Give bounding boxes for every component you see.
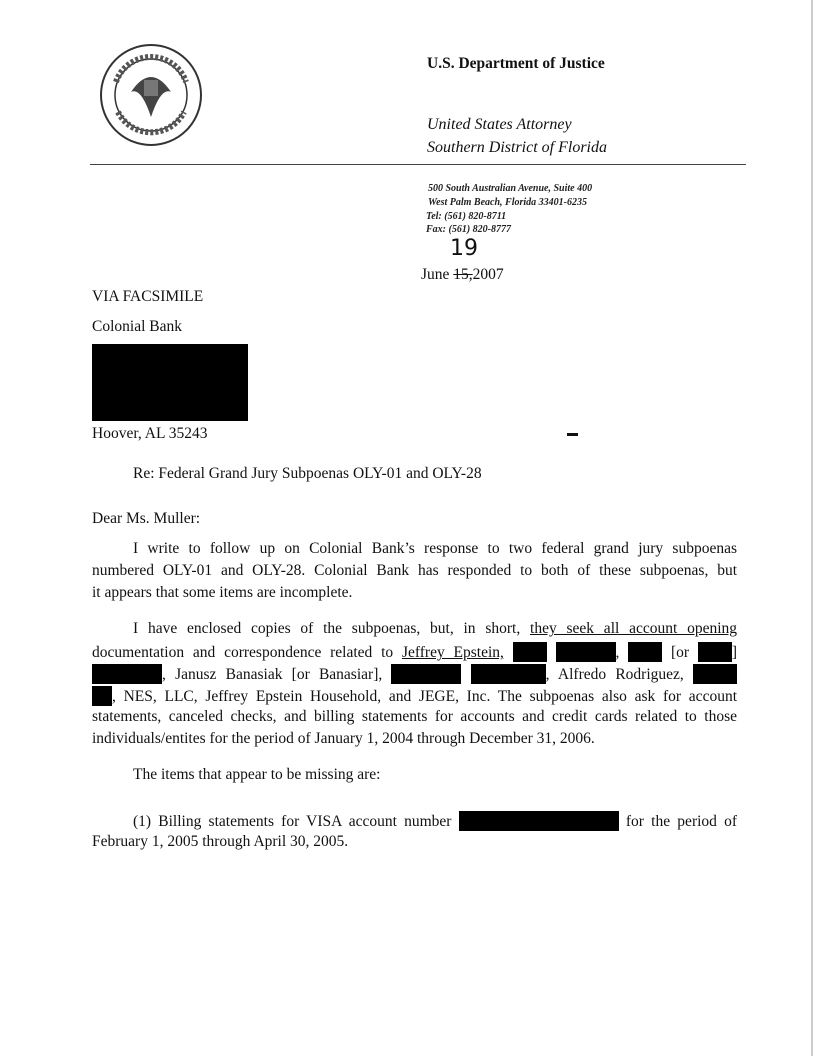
para1-line: I write to follow up on Colonial Bank’s response to two federal grand jury subpoenas — [133, 540, 737, 557]
para2-line — [92, 642, 737, 662]
office-line-2: Southern District of Florida — [427, 139, 607, 156]
item1-line: February 1, 2005 through April 30, 2005. — [92, 833, 349, 850]
text: , Alfredo Rodriguez, — [545, 666, 684, 683]
address-tel: Tel: (561) 820-8711 — [426, 211, 507, 222]
missing-intro: The items that appear to be missing are: — [133, 766, 381, 783]
address-city: West Palm Beach, Florida 33401-6235 — [428, 197, 587, 208]
text: , Janusz Banasiak [or Banasiar], — [162, 666, 383, 683]
item1-line — [133, 811, 737, 831]
text: for the period of — [625, 813, 738, 830]
delivery-method: VIA FACSIMILE — [92, 288, 204, 305]
struck-day: 15, — [453, 266, 473, 283]
text: Jeffrey Epstein, — [401, 644, 504, 661]
redaction — [513, 642, 547, 662]
redaction — [391, 664, 461, 684]
redaction — [698, 642, 732, 662]
para2-line — [92, 664, 737, 684]
redaction — [92, 664, 162, 684]
redaction — [471, 664, 546, 684]
text: they seek all account opening — [530, 620, 738, 637]
para2-line — [92, 686, 737, 706]
text: documentation and correspondence related to — [92, 644, 402, 661]
text: ] — [731, 644, 738, 661]
para2-line — [133, 620, 737, 638]
para2-line: statements, canceled checks, and billing statements for accounts and credit cards related to those — [92, 708, 737, 725]
recipient-name: Colonial Bank — [92, 318, 182, 335]
letter-date — [421, 266, 504, 284]
date-year: 2007 — [472, 266, 504, 283]
text: , — [615, 644, 620, 661]
office-line-1: United States Attorney — [427, 116, 572, 133]
redaction — [628, 642, 662, 662]
salutation: Dear Ms. Muller: — [92, 510, 201, 527]
stray-mark — [567, 433, 578, 436]
text: [or — [671, 644, 690, 661]
agency-name: U.S. Department of Justice — [427, 55, 605, 72]
address-street: 500 South Australian Avenue, Suite 400 — [428, 183, 593, 194]
re-line: Re: Federal Grand Jury Subpoenas OLY-01 and OLY-28 — [133, 465, 482, 482]
address-fax: Fax: (561) 820-8777 — [426, 224, 511, 235]
redaction — [556, 642, 616, 662]
handwritten-date: 19 — [450, 236, 478, 261]
redaction — [693, 664, 737, 684]
text: I have enclosed copies of the subpoenas, but, in short, — [133, 620, 531, 637]
redaction-block — [92, 344, 248, 421]
para1-line: it appears that some items are incomplete. — [92, 584, 353, 601]
header-rule — [90, 164, 746, 165]
text: (1) Billing statements for VISA account number — [133, 813, 452, 830]
para1-line: numbered OLY-01 and OLY-28. Colonial Bank has responded to both of these subpoenas, but — [92, 562, 737, 579]
redaction — [459, 811, 619, 831]
date-month: June — [421, 266, 454, 283]
text: , NES, LLC, Jeffrey Epstein Household, and JEGE, Inc. The subpoenas also ask for account — [112, 688, 737, 705]
para2-line: individuals/entites for the period of January 1, 2004 through December 31, 2006. — [92, 730, 595, 747]
doj-seal-logo — [98, 42, 204, 148]
recipient-city: Hoover, AL 35243 — [92, 425, 208, 442]
scan-edge — [811, 0, 813, 1056]
redaction — [92, 686, 112, 706]
